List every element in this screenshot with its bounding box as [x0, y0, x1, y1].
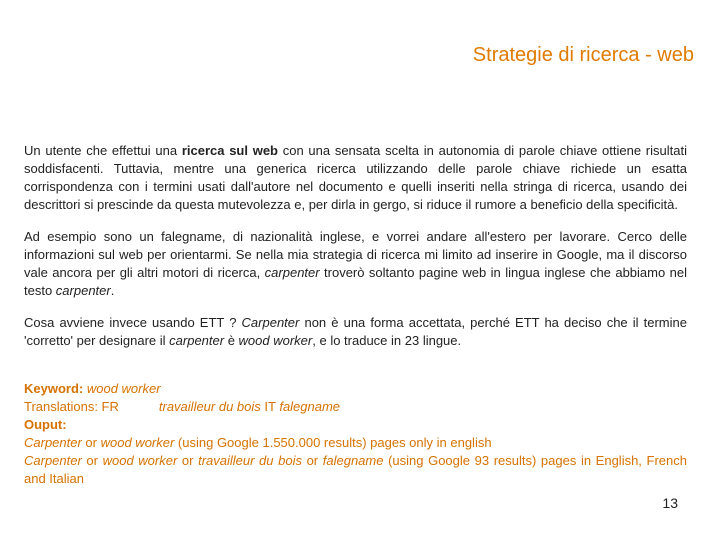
text: Ad esempio sono un falegname, di nazionalità inglese, e vorrei andare all'estero per lavorare. Cerco delle informazioni sul web per orientarmi. Se nella mia strategia di ricerca mi limito ad inserire in Google, ma il discorso vale ancora per gli altri motori di ricerca, [24, 229, 687, 280]
text: con una sensata scelta in autonomia di parole chiave ottiene risultati soddisfacenti. Tuttavia, mentre una generica ricerca utilizzando delle parole chiave richiede un esatta corrispondenza con i termini usati dall'autore nel documento e quelli inseriti nella stringa di ricerca, usando dei descrittori si prescinde da questa mutevolezza e, per dirla in gergo, si riduce il rumore a beneficio della specificità. [24, 143, 687, 212]
bold-term: ricerca sul web [181, 143, 278, 158]
text: or [81, 453, 103, 468]
text: . [110, 283, 115, 298]
output-label-line [24, 416, 687, 434]
paragraph-ett [24, 314, 687, 350]
text: non è una forma accettata, perché ETT ha deciso che il termine 'corretto' per designare il [24, 315, 687, 348]
text: or [177, 453, 199, 468]
term: Carpenter [24, 435, 82, 450]
keyword-label: Keyword: [24, 381, 84, 396]
paragraph-intro [24, 142, 687, 214]
translations-line [24, 398, 687, 416]
page-number: 13 [662, 495, 678, 511]
keyword-block [24, 380, 687, 488]
term: falegname [322, 453, 384, 468]
italic-term: Carpenter [241, 315, 300, 330]
term: Carpenter [24, 453, 82, 468]
output-line-2 [24, 452, 687, 488]
keyword-value: wood worker [83, 381, 161, 396]
text: (using Google 93 results) pages in English, French and Italian [24, 453, 687, 486]
slide-content [24, 142, 687, 488]
text: or [81, 435, 101, 450]
term: travailleur du bois [198, 453, 302, 468]
term: wood worker [100, 435, 175, 450]
text: è [224, 333, 239, 348]
text: (using Google 1.550.000 results) pages only in english [174, 435, 492, 450]
text: Cosa avviene invece usando ETT ? [24, 315, 242, 330]
text: , e lo traduce in 23 lingue. [312, 333, 462, 348]
italic-term: wood worker [238, 333, 313, 348]
italic-term: carpenter [55, 283, 111, 298]
italic-term: carpenter [264, 265, 320, 280]
output-label: Ouput: [24, 417, 67, 432]
it-label: IT [260, 399, 280, 414]
term: wood worker [102, 453, 178, 468]
it-value: falegname [279, 399, 341, 414]
slide-title: Strategie di ricerca - web [472, 44, 694, 66]
keyword-line [24, 380, 687, 398]
translations-label: Translations: FR [24, 399, 119, 414]
text: troverò soltanto pagine web in lingua inglese che abbiamo nel testo [24, 265, 687, 298]
fr-value: travailleur du bois [158, 399, 261, 414]
paragraph-example [24, 228, 687, 300]
text: or [301, 453, 323, 468]
italic-term: carpenter [169, 333, 225, 348]
text: Un utente che effettui una [24, 143, 182, 158]
output-line-1 [24, 434, 687, 452]
